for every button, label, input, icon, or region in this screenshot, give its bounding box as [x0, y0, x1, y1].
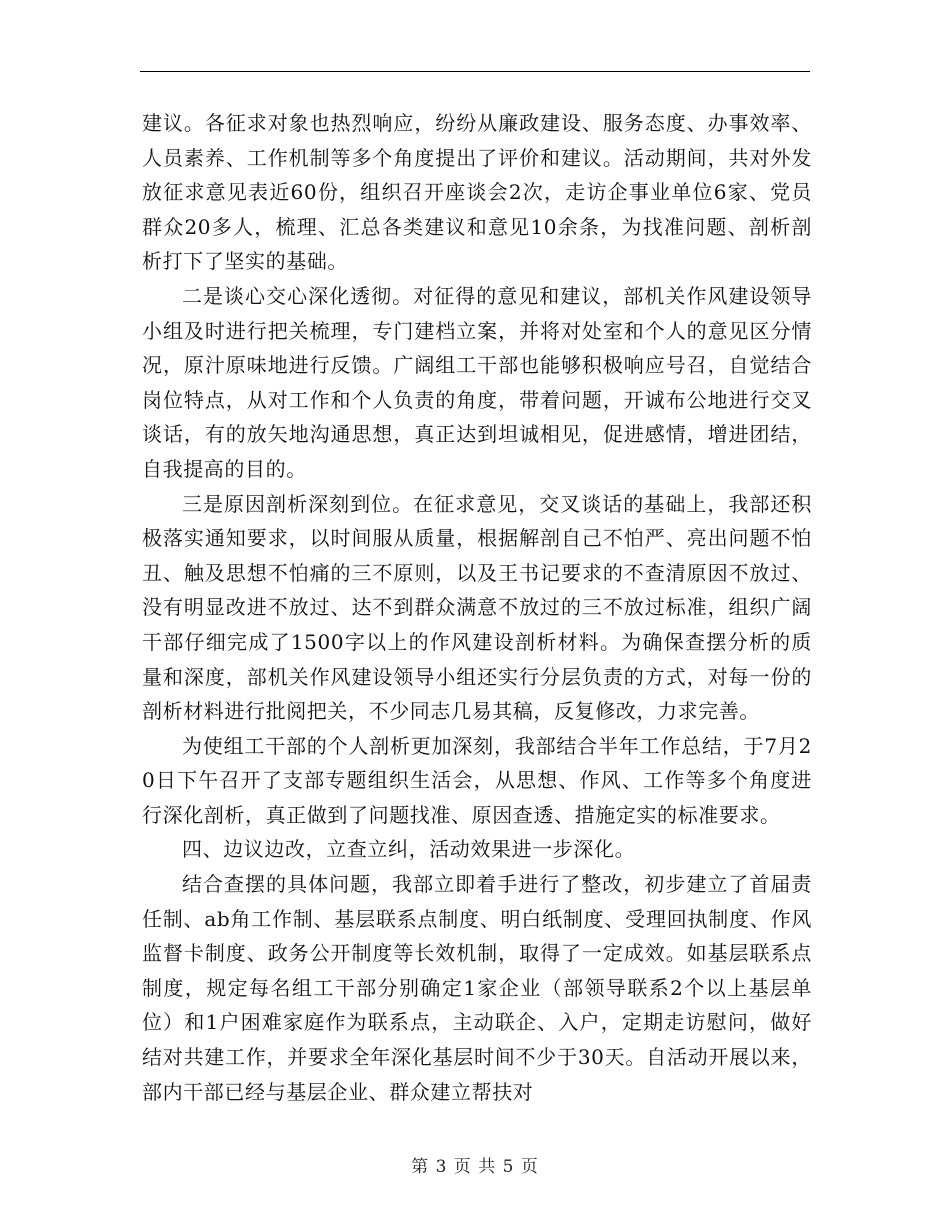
header-rule: [140, 71, 810, 72]
document-body: [142, 106, 812, 1109]
paragraph-personal-analysis: 为使组工干部的个人剖析更加深刻，我部结合半年工作总结，于7月20日下午召开了支部专题组织生活会，从思想、作风、工作等多个角度进行深化剖析，真正做到了问题找准、原因查透、措施定实的标准要求。: [142, 733, 812, 827]
paragraph-continuation: 建议。各征求对象也热烈响应，纷纷从廉政建设、服务态度、办事效率、人员素养、工作机制等多个角度提出了评价和建议。活动期间，共对外发放征求意见表近60份，组织召开座谈会2次，走访企事业单位6家、党员群众20多人，梳理、汇总各类建议和意见10余条，为找准问题、剖析剖析打下了坚实的基础。: [142, 111, 812, 274]
paragraph-rectification: 结合查摆的具体问题，我部立即着手进行了整改，初步建立了首届责任制、ab角工作制、基层联系点制度、明白纸制度、受理回执制度、作风监督卡制度、政务公开制度等长效机制，取得了一定成效。如基层联系点制度，规定每名组工干部分别确定1家企业（部领导联系2个以上基层单位）和1户困难家庭作为联系点，主动联企、入户，定期走访慰问，做好结对共建工作，并要求全年深化基层时间不少于30天。自活动开展以来，部内干部已经与基层企业、群众建立帮扶对: [142, 872, 812, 1104]
section-heading-four: 四、边议边改，立查立纠，活动效果进一步深化。: [182, 837, 636, 862]
paragraph-heart-to-heart-talks: 二是谈心交心深化透彻。对征得的意见和建议，部机关作风建设领导小组及时进行把关梳理，专门建档立案，并将对处室和个人的意见区分情况，原汁原味地进行反馈。广阔组工干部也能够积极响应号召，自觉结合岗位特点，从对工作和个人负责的角度，带着问题，开诚布公地进行交叉谈话，有的放矢地沟通思想，真正达到坦诚相见，促进感情，增进团结，自我提高的目的。: [142, 283, 812, 481]
page-number-footer: 第 3 页 共 5 页: [411, 1157, 539, 1177]
paragraph-cause-analysis: 三是原因剖析深刻到位。在征求意见，交叉谈话的基础上，我部还积极落实通知要求，以时间服从质量，根据解剖自己不怕严、亮出问题不怕丑、触及思想不怕痛的三不原则，以及王书记要求的不查清原因不放过、没有明显改进不放过、达不到群众满意不放过的三不放过标准，组织广阔干部仔细完成了1500字以上的作风建设剖析材料。为确保查摆分析的质量和深度，部机关作风建设领导小组还实行分层负责的方式，对每一份的剖析材料进行批阅把关，不少同志几易其稿，反复修改，力求完善。: [142, 491, 812, 724]
